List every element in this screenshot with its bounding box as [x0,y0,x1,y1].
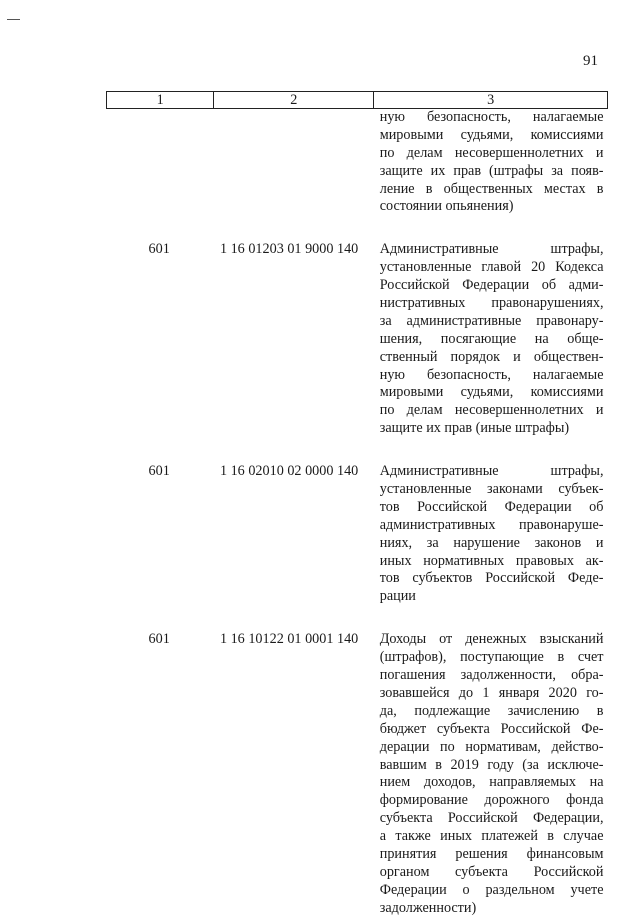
description-line: административных правонаруше- [379,516,604,533]
description-line: защите их прав (иные штрафы) [379,420,570,437]
table-row [107,631,608,917]
admin-code-cell [107,631,214,917]
description-line: защите их прав (штрафы за появ- [379,162,604,179]
description-line: формирование дорожного фонда [379,792,604,809]
description-line: ную безопасность, налагаемые [379,109,604,125]
description-line: мировыми судьями, комиссиями [379,384,604,401]
description-line: мировыми судьями, комиссиями [379,126,604,143]
description-line: бюджет субъекта Российской Фе- [379,720,604,737]
header-col-1: 1 [107,92,214,109]
budget-classification-code: 1 16 02010 02 0000 140 [219,463,359,480]
description-line: состоянии опьянения) [379,198,514,215]
description-line: да, подлежащие зачислению в [379,702,604,719]
description-line: нистративных правонарушениях, [379,295,604,312]
description-line: принятия решения финансовым [379,845,604,862]
page-number: 91 [583,53,598,69]
description-line: иных нормативных правовых ак- [379,552,604,569]
description-line: Доходы от денежных взысканий [379,631,604,648]
description-line: ление в общественных местах в [379,180,604,197]
revenue-codes-table [106,91,608,918]
description-line: задолженности) [379,899,477,916]
row-spacer [107,216,608,241]
table-row [107,241,608,438]
description-line: тов субъектов Российской Феде- [379,570,604,587]
description-line: субъекта Российской Федерации, [379,810,604,827]
header-col-2: 2 [214,92,374,109]
description-line: дерации по нормативам, действо- [379,738,604,755]
description-line: по делам несовершеннолетних и [379,402,604,419]
description-line: Административные штрафы, [379,463,604,480]
description-line: (штрафов), поступающие в счет [379,649,604,666]
admin-code-cell [107,109,214,217]
description-line: Административные штрафы, [379,241,604,258]
description-line: Российской Федерации об адми- [379,277,604,294]
description-cell [374,241,608,438]
table-body [107,109,608,918]
admin-code: 601 [148,463,170,480]
description-line: Федерации о раздельном учете [379,881,604,898]
admin-code: 601 [148,241,170,258]
description-line: шения, посягающие на обще- [379,330,604,347]
table-header-row [107,92,608,109]
description-line: нием доходов, направляемых на [379,774,604,791]
budget-code-cell [214,631,374,917]
budget-code-cell [214,241,374,438]
budget-classification-code: 1 16 01203 01 9000 140 [219,241,359,258]
description-line: по делам несовершеннолетних и [379,144,604,161]
description-line: вавшим в 2019 году (за исключе- [379,756,604,773]
row-spacer [107,438,608,463]
description-line: ственный порядок и обществен- [379,348,604,365]
budget-code-cell [214,463,374,606]
description-line: ную безопасность, налагаемые [379,366,604,383]
description-line: ниях, за нарушение законов и [379,534,604,551]
description-cell [374,631,608,917]
scan-corner-mark [7,19,20,20]
admin-code-cell [107,241,214,438]
row-spacer [107,606,608,631]
admin-code: 601 [148,631,170,648]
description-line: погашения задолженности, обра- [379,667,604,684]
header-col-3: 3 [374,92,608,109]
admin-code-cell [107,463,214,606]
description-line: установленные законами субъек- [379,481,604,498]
description-cell [374,463,608,606]
description-line: установленные главой 20 Кодекса [379,259,604,276]
description-line: за административные правонару- [379,312,604,329]
description-line: зовавшейся до 1 января 2020 го- [379,684,604,701]
description-line: рации [379,588,416,605]
table-row [107,109,608,217]
description-line: органом субъекта Российской [379,863,604,880]
budget-code-cell [214,109,374,217]
description-cell [374,109,608,217]
budget-classification-code: 1 16 10122 01 0001 140 [219,631,359,648]
description-line: а также иных платежей в случае [379,828,604,845]
description-line: тов Российской Федерации об [379,498,604,515]
table-row [107,463,608,606]
